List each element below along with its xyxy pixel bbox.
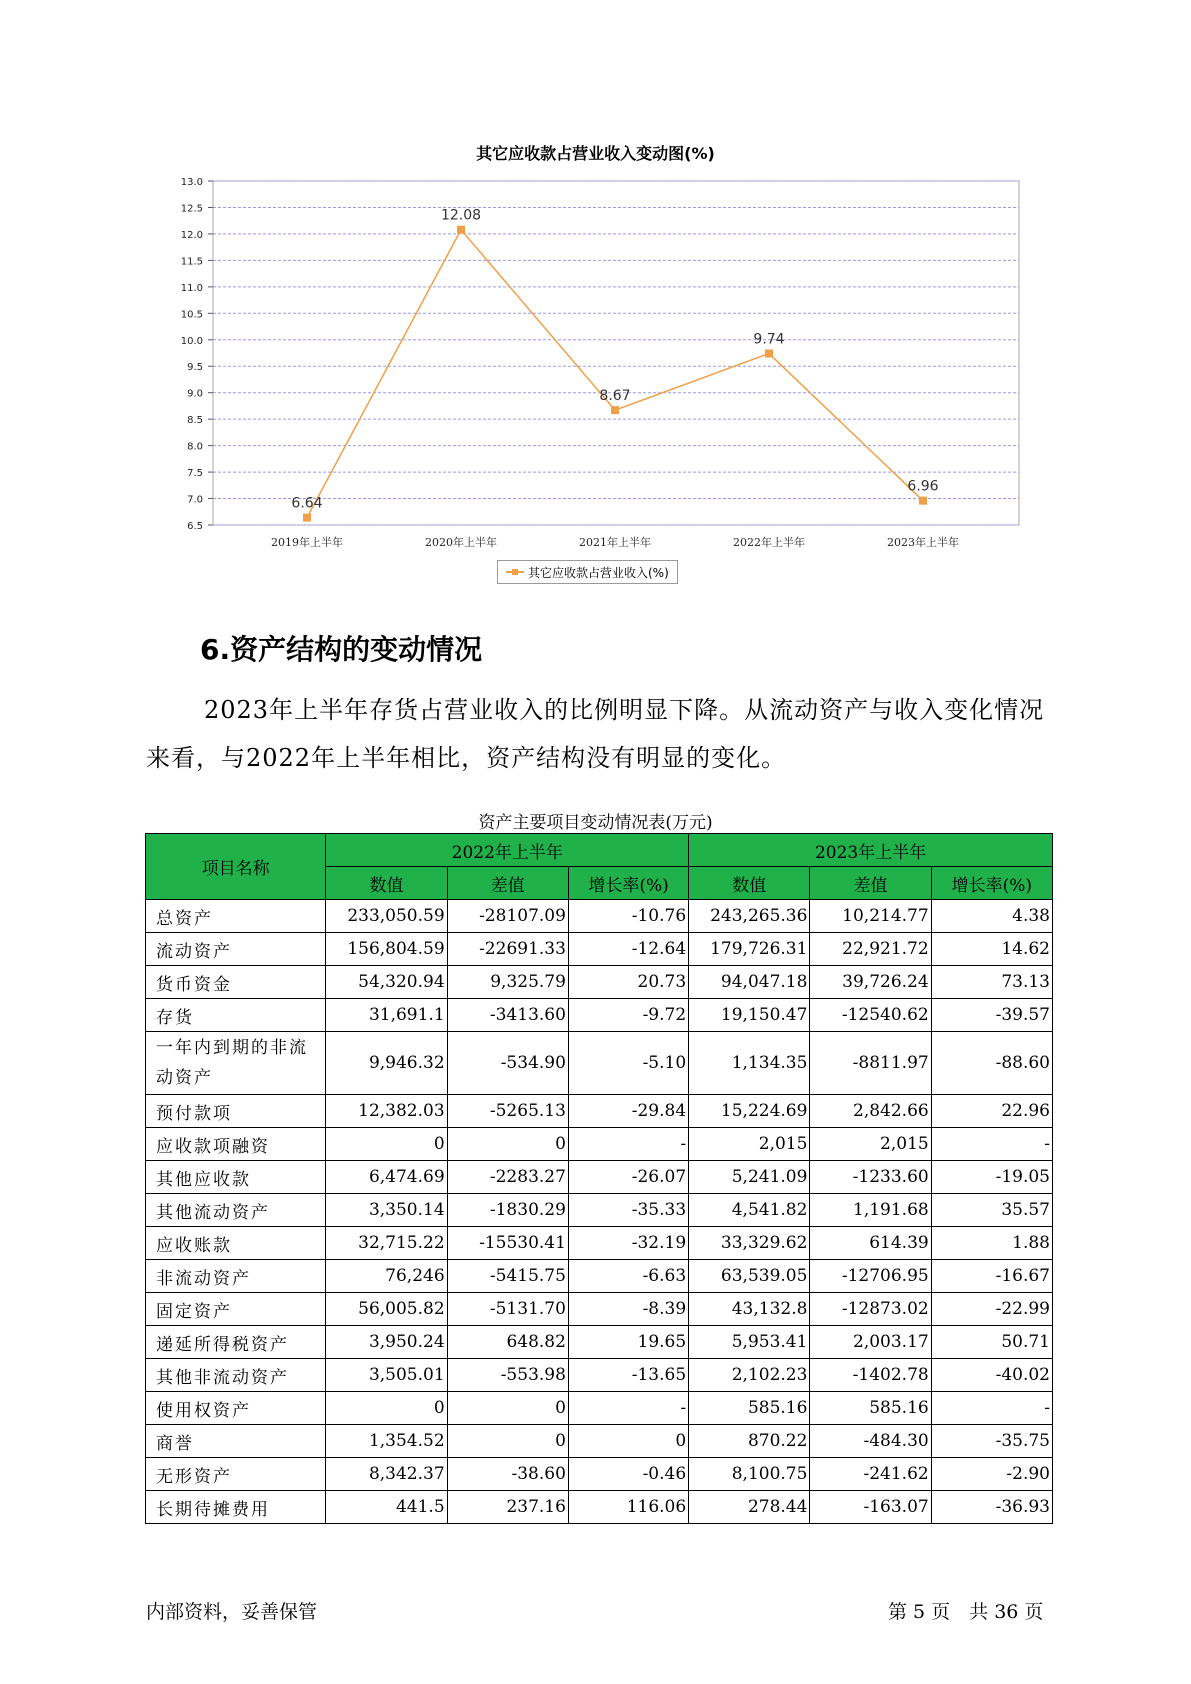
table-cell: -40.02 (931, 1359, 1052, 1392)
table-cell: -12.64 (568, 933, 688, 966)
row-label: 流动资产 (146, 933, 326, 966)
table-cell: 33,329.62 (689, 1227, 810, 1260)
row-label: 固定资产 (146, 1293, 326, 1326)
subheader-diff: 差值 (810, 867, 931, 900)
table-cell: 39,726.24 (810, 966, 931, 999)
table-cell: - (568, 1128, 688, 1161)
line-chart (0, 0, 1191, 600)
table-cell: 233,050.59 (326, 900, 447, 933)
data-point (765, 350, 773, 358)
table-cell: 1,134.35 (689, 1032, 810, 1095)
table-cell: 614.39 (810, 1227, 931, 1260)
subheader-value: 数值 (326, 867, 447, 900)
section-heading: 6.资产结构的变动情况 (200, 633, 483, 666)
legend-swatch (506, 568, 524, 576)
table-cell: -12706.95 (810, 1260, 931, 1293)
table-cell: - (931, 1128, 1052, 1161)
table-row (146, 933, 1053, 966)
table-cell: -15530.41 (447, 1227, 568, 1260)
subheader-value: 数值 (689, 867, 810, 900)
table-cell: 870.22 (689, 1425, 810, 1458)
legend-label: 其它应收款占营业收入(%) (528, 565, 669, 580)
table-row (146, 1392, 1053, 1425)
table-cell: 14.62 (931, 933, 1052, 966)
y-tick-label: 7.5 (187, 468, 203, 480)
row-label: 存货 (146, 999, 326, 1032)
row-label: 预付款项 (146, 1095, 326, 1128)
table-cell: -2.90 (931, 1458, 1052, 1491)
table-cell: 73.13 (931, 966, 1052, 999)
table-row (146, 1293, 1053, 1326)
table-cell: 35.57 (931, 1194, 1052, 1227)
table-cell: 2,015 (810, 1128, 931, 1161)
table-row (146, 1227, 1053, 1260)
table-cell: 5,241.09 (689, 1161, 810, 1194)
table-row (146, 1194, 1053, 1227)
y-tick-label: 9.5 (187, 362, 203, 374)
y-tick-label: 6.5 (187, 521, 203, 532)
table-cell: -6.63 (568, 1260, 688, 1293)
table-cell: 9,946.32 (326, 1032, 447, 1095)
table-cell: -32.19 (568, 1227, 688, 1260)
assets-table (145, 833, 1053, 1524)
table-row (146, 1032, 1053, 1095)
table-cell: 8,342.37 (326, 1458, 447, 1491)
table-cell: 0 (326, 1128, 447, 1161)
table-cell: -1402.78 (810, 1359, 931, 1392)
table-cell: -8811.97 (810, 1032, 931, 1095)
table-cell: 2,842.66 (810, 1095, 931, 1128)
table-cell: 20.73 (568, 966, 688, 999)
table-cell: 0 (326, 1392, 447, 1425)
table-cell: 0 (447, 1128, 568, 1161)
table-cell: -0.46 (568, 1458, 688, 1491)
y-tick-label: 8.5 (187, 415, 203, 427)
table-cell: -163.07 (810, 1491, 931, 1524)
table-cell: 50.71 (931, 1326, 1052, 1359)
series-line (307, 230, 923, 518)
data-point (611, 406, 619, 414)
table-cell: -35.33 (568, 1194, 688, 1227)
table-row (146, 1458, 1053, 1491)
table-row (146, 1359, 1053, 1392)
table-cell: 116.06 (568, 1491, 688, 1524)
x-tick-label: 2023年上半年 (887, 536, 959, 549)
table-cell: -9.72 (568, 999, 688, 1032)
row-label: 无形资产 (146, 1458, 326, 1491)
table-cell: 3,350.14 (326, 1194, 447, 1227)
x-tick-label: 2020年上半年 (425, 536, 497, 549)
y-tick-label: 8.0 (187, 441, 203, 453)
table-cell: 56,005.82 (326, 1293, 447, 1326)
table-cell: 2,015 (689, 1128, 810, 1161)
table-cell: -8.39 (568, 1293, 688, 1326)
table-cell: -553.98 (447, 1359, 568, 1392)
y-tick-label: 11.5 (180, 256, 203, 268)
y-tick-label: 9.0 (187, 388, 203, 400)
table-cell: - (931, 1392, 1052, 1425)
row-label: 其他流动资产 (146, 1194, 326, 1227)
table-cell: 22,921.72 (810, 933, 931, 966)
table-cell: -12540.62 (810, 999, 931, 1032)
table-cell: 237.16 (447, 1491, 568, 1524)
y-tick-label: 7.0 (187, 494, 203, 506)
table-cell: 19.65 (568, 1326, 688, 1359)
data-point (303, 514, 311, 522)
table-cell: -26.07 (568, 1161, 688, 1194)
row-label: 非流动资产 (146, 1260, 326, 1293)
table-cell: -1830.29 (447, 1194, 568, 1227)
table-cell: -1233.60 (810, 1161, 931, 1194)
table-cell: -22.99 (931, 1293, 1052, 1326)
header-year-2023: 2023年上半年 (689, 834, 1053, 867)
row-label: 应收账款 (146, 1227, 326, 1260)
table-cell: 1,354.52 (326, 1425, 447, 1458)
footer-page-number: 第 5 页 共 36 页 (888, 1601, 1044, 1623)
table-cell: -534.90 (447, 1032, 568, 1095)
table-cell: 54,320.94 (326, 966, 447, 999)
table-cell: -16.67 (931, 1260, 1052, 1293)
table-cell: 4,541.82 (689, 1194, 810, 1227)
table-cell: -241.62 (810, 1458, 931, 1491)
table-cell: -5131.70 (447, 1293, 568, 1326)
table-cell: -12873.02 (810, 1293, 931, 1326)
table-row (146, 1161, 1053, 1194)
table-cell: 243,265.36 (689, 900, 810, 933)
subheader-growth: 增长率(%) (568, 867, 688, 900)
table-cell: 8,100.75 (689, 1458, 810, 1491)
table-cell: 585.16 (810, 1392, 931, 1425)
table-cell: 3,505.01 (326, 1359, 447, 1392)
table-cell: 2,102.23 (689, 1359, 810, 1392)
y-tick-label: 12.5 (180, 203, 203, 215)
table-cell: -13.65 (568, 1359, 688, 1392)
chart-title: 其它应收款占营业收入变动图(%) (476, 144, 715, 163)
table-row (146, 1095, 1053, 1128)
table-cell: - (568, 1392, 688, 1425)
table-cell: 32,715.22 (326, 1227, 447, 1260)
table-cell: 43,132.8 (689, 1293, 810, 1326)
x-tick-label: 2022年上半年 (733, 536, 805, 549)
table-cell: -38.60 (447, 1458, 568, 1491)
table-row (146, 1326, 1053, 1359)
table-cell: 0 (568, 1425, 688, 1458)
data-label: 9.74 (753, 331, 785, 348)
row-label: 货币资金 (146, 966, 326, 999)
section-paragraph: 2023年上半年存货占营业收入的比例明显下降。从流动资产与收入变化情况来看，与2022年上半年相比，资产结构没有明显的变化。 (146, 696, 1045, 772)
table-cell: -29.84 (568, 1095, 688, 1128)
table-row (146, 1128, 1053, 1161)
table-cell: -3413.60 (447, 999, 568, 1032)
table-cell: 0 (447, 1392, 568, 1425)
y-tick-label: 11.0 (180, 282, 203, 294)
table-row (146, 966, 1053, 999)
table-cell: 12,382.03 (326, 1095, 447, 1128)
table-cell: -19.05 (931, 1161, 1052, 1194)
row-label: 其他应收款 (146, 1161, 326, 1194)
table-cell: -88.60 (931, 1032, 1052, 1095)
table-cell: 94,047.18 (689, 966, 810, 999)
table-header-row (146, 834, 1053, 867)
table-row (146, 999, 1053, 1032)
table-cell: -5.10 (568, 1032, 688, 1095)
table-cell: 1,191.68 (810, 1194, 931, 1227)
subheader-growth: 增长率(%) (931, 867, 1052, 900)
table-cell: 6,474.69 (326, 1161, 447, 1194)
table-cell: -22691.33 (447, 933, 568, 966)
row-label: 应收款项融资 (146, 1128, 326, 1161)
table-cell: 179,726.31 (689, 933, 810, 966)
x-tick-label: 2019年上半年 (271, 536, 343, 549)
row-label: 使用权资产 (146, 1392, 326, 1425)
y-tick-label: 10.5 (180, 309, 203, 321)
x-tick-label: 2021年上半年 (579, 536, 651, 549)
table-row (146, 1260, 1053, 1293)
y-tick-label: 12.0 (180, 229, 203, 241)
table-cell: 63,539.05 (689, 1260, 810, 1293)
table-cell: -2283.27 (447, 1161, 568, 1194)
data-label: 6.64 (291, 495, 323, 512)
data-point (457, 226, 465, 234)
row-label: 其他非流动资产 (146, 1359, 326, 1392)
table-cell: 3,950.24 (326, 1326, 447, 1359)
row-label: 长期待摊费用 (146, 1491, 326, 1524)
data-point (919, 497, 927, 505)
table-cell: 0 (447, 1425, 568, 1458)
data-label: 8.67 (599, 388, 631, 405)
table-cell: -36.93 (931, 1491, 1052, 1524)
subheader-diff: 差值 (447, 867, 568, 900)
table-cell: 5,953.41 (689, 1326, 810, 1359)
row-label: 递延所得税资产 (146, 1326, 326, 1359)
table-cell: 10,214.77 (810, 900, 931, 933)
chart-legend (497, 560, 678, 584)
table-cell: -5265.13 (447, 1095, 568, 1128)
table-cell: 2,003.17 (810, 1326, 931, 1359)
table-cell: 19,150.47 (689, 999, 810, 1032)
table-cell: -484.30 (810, 1425, 931, 1458)
data-label: 12.08 (440, 207, 482, 224)
table-cell: -39.57 (931, 999, 1052, 1032)
table-cell: -28107.09 (447, 900, 568, 933)
table-cell: 1.88 (931, 1227, 1052, 1260)
header-item-name: 项目名称 (146, 834, 326, 900)
table-row (146, 900, 1053, 933)
table-body (146, 900, 1053, 1524)
plot-area (213, 181, 1019, 525)
table-row (146, 1491, 1053, 1524)
table-cell: 9,325.79 (447, 966, 568, 999)
footer-confidential: 内部资料，妥善保管 (146, 1601, 318, 1623)
table-cell: 648.82 (447, 1326, 568, 1359)
table-cell: 156,804.59 (326, 933, 447, 966)
table-caption: 资产主要项目变动情况表(万元) (478, 813, 713, 833)
table-cell: 15,224.69 (689, 1095, 810, 1128)
row-label: 一年内到期的非流动资产 (146, 1032, 326, 1095)
table-cell: 4.38 (931, 900, 1052, 933)
table-cell: 76,246 (326, 1260, 447, 1293)
table-cell: 441.5 (326, 1491, 447, 1524)
y-tick-label: 10.0 (180, 335, 203, 347)
table-cell: -35.75 (931, 1425, 1052, 1458)
table-cell: -5415.75 (447, 1260, 568, 1293)
table-cell: 278.44 (689, 1491, 810, 1524)
table-cell: 31,691.1 (326, 999, 447, 1032)
header-year-2022: 2022年上半年 (326, 834, 689, 867)
data-label: 6.96 (907, 478, 939, 495)
table-cell: 22.96 (931, 1095, 1052, 1128)
table-cell: 585.16 (689, 1392, 810, 1425)
table-cell: -10.76 (568, 900, 688, 933)
row-label: 总资产 (146, 900, 326, 933)
row-label: 商誉 (146, 1425, 326, 1458)
y-tick-label: 13.0 (180, 177, 203, 188)
table-row (146, 1425, 1053, 1458)
